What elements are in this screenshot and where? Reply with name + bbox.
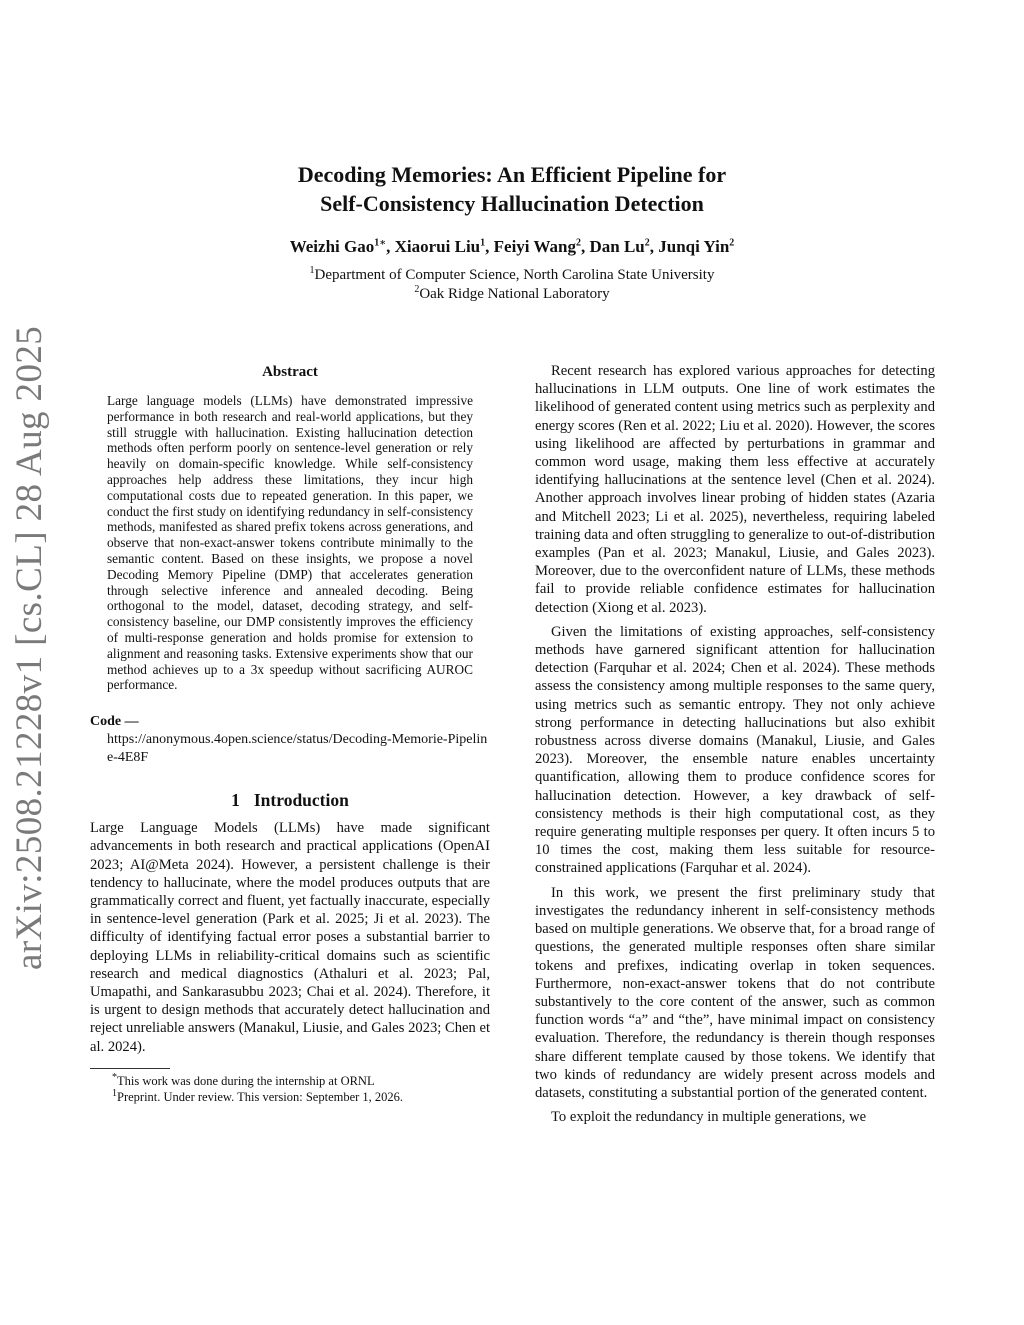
- code-link[interactable]: https://anonymous.4open.science/status/Decoding-Memorie-Pipeline-4E8F: [107, 732, 488, 766]
- footnote: $^1$Preprint. Under review. This version: September 1, 2026.: [112, 1087, 404, 1104]
- author-list: [120, 236, 904, 258]
- footnotes: [90, 1073, 490, 1105]
- paper-title: [150, 160, 874, 218]
- abstract-heading: Abstract: [262, 364, 318, 380]
- affiliation: $^1$Department of Computer Science, North Carolina State University: [309, 265, 715, 283]
- right-column: [535, 362, 935, 1126]
- author: Xiaorui Liu$^1$,: [394, 237, 494, 256]
- affiliation: $^2$Oak Ridge National Laboratory: [414, 284, 610, 302]
- author: Weizhi Gao$^{1∗}$,: [289, 237, 395, 256]
- abstract-text: Large language models (LLMs) have demonstrated impressive performance in both research and real-world applications, but they still struggle with hallucination. Existing hallucination detection methods often perform poorly on sentence-level generation or rely heavily on domain-specific knowledge. While self-consistency approaches help address these limitations, they incur high computational costs due to repeated generation. In this paper, we conduct the first study on identifying redundancy in self-consistency methods, manifested as shared prefix tokens across generations, and observe that non-exact-answer tokens contribute minimally to the semantic content. Based on these insights, we propose a novel Decoding Memory Pipeline (DMP) that accelerates generation through selective inference and annealed decoding. Being orthogonal to the model, dataset, decoding strategy, and self-consistency baseline, our DMP consistently improves the efficiency of multi-response generation and holds promise for extension to alignment and reasoning tasks. Extensive experiments show that our method achieves up to a 3x speedup without sacrificing AUROC performance.: [107, 393, 473, 693]
- affiliations: [150, 266, 874, 304]
- section-heading-introduction: [90, 789, 490, 811]
- intro-paragraph: Large Language Models (LLMs) have made significant advancements in both research and practical applications (OpenAI 2023; AI@Meta 2024). However, a persistent challenge is their tendency to hallucinate, where the model produces outputs that are grammatically correct and fluent, yet factually inaccurate, especially in sentence-level generation (Park et al. 2025; Ji et al. 2023). The difficulty of identifying factual error poses a substantial barrier to deploying LLMs in reliability-critical domains such as scientific research and medical diagnostics (Athaluri et al. 2023; Pal, Umapathi, and Sankarasubbu 2023; Chai et al. 2024). Therefore, it is urgent to design methods that accurately detect hallucination and reject unreliable answers (Manakul, Liusie, and Gales 2023; Chen et al. 2024).: [90, 820, 490, 1055]
- section-title: Introduction: [253, 790, 349, 811]
- body-paragraph: In this work, we present the first preliminary study that investigates the redundancy inherent in self-consistency methods based on multiple generations. We observe that, for a broad range of questions, the generated multiple responses often share similar tokens and prefixes, indicating overlap in token sequences. Furthermore, non-exact-answer tokens that do not contribute substantively to the core content of the answer, such as common function words “a” and “the”, have minimal impact on consistency evaluation. Therefore, the redundancy is therein though responses share different template caused by those tokens. We identify that two kinds of redundancy are widely present across models and datasets, constituting a substantial portion of the generated content.: [535, 884, 935, 1101]
- body-paragraph: Recent research has explored various approaches for detecting hallucinations in LLM outputs. One line of work estimates the likelihood of generated content using metrics such as perplexity and energy scores (Ren et al. 2022; Liu et al. 2020). However, the scores using likelihood are affected by perturbations in grammar and common word usage, making them less effective at accurately identifying hallucinations at the sentence level (Chen et al. 2024). Another approach involves linear probing of hidden states (Azaria and Mitchell 2023; Li et al. 2025), nevertheless, requiring labeled training data and often struggling to generalize to out-of-distribution examples (Pan et al. 2023; Manakul, Liusie, and Gales 2023). Moreover, due to the overconfident nature of LLMs, these methods fail to provide reliable confidence estimates for hallucination detection (Xiong et al. 2023).: [535, 363, 935, 616]
- title-line-1: Decoding Memories: An Efficient Pipeline for: [297, 162, 727, 187]
- author: Junqi Yin$^2$: [658, 237, 735, 256]
- code-block: [90, 713, 490, 767]
- arxiv-watermark: arXiv:2508.21228v1 [cs.CL] 28 Aug 2025: [9, 325, 50, 970]
- body-paragraph: To exploit the redundancy in multiple generations, we: [551, 1109, 867, 1126]
- author: Dan Lu$^2$,: [589, 237, 659, 256]
- left-column: [90, 362, 490, 1105]
- footnote: *This work was done during the internship at ORNL: [112, 1071, 375, 1088]
- author: Feiyi Wang$^2$,: [493, 237, 590, 256]
- section-number: 1: [231, 790, 240, 811]
- footnote-divider: [90, 1068, 170, 1069]
- body-paragraph: Given the limitations of existing approaches, self-consistency methods have garnered significant attention for hallucination detection (Farquhar et al. 2024; Chen et al. 2024). These methods assess the consistency among multiple responses to the same query, using metrics such as semantic entropy. They not only achieve strong performance in detecting hallucinations but also exhibit robustness across diverse domains (Manakul, Liusie, and Gales 2023). Moreover, the ensemble nature enables uncertainty quantification, allowing them to produce confidence scores for hallucination detection. However, a key drawback of self-consistency methods is their high computational cost, as they require generating multiple responses per query. It often incurs 5 to 10 times the cost, making them less suitable for resource-constrained applications (Farquhar et al. 2024).: [535, 623, 935, 877]
- code-label: Code —: [90, 714, 139, 730]
- title-line-2: Self-Consistency Hallucination Detection: [320, 191, 704, 216]
